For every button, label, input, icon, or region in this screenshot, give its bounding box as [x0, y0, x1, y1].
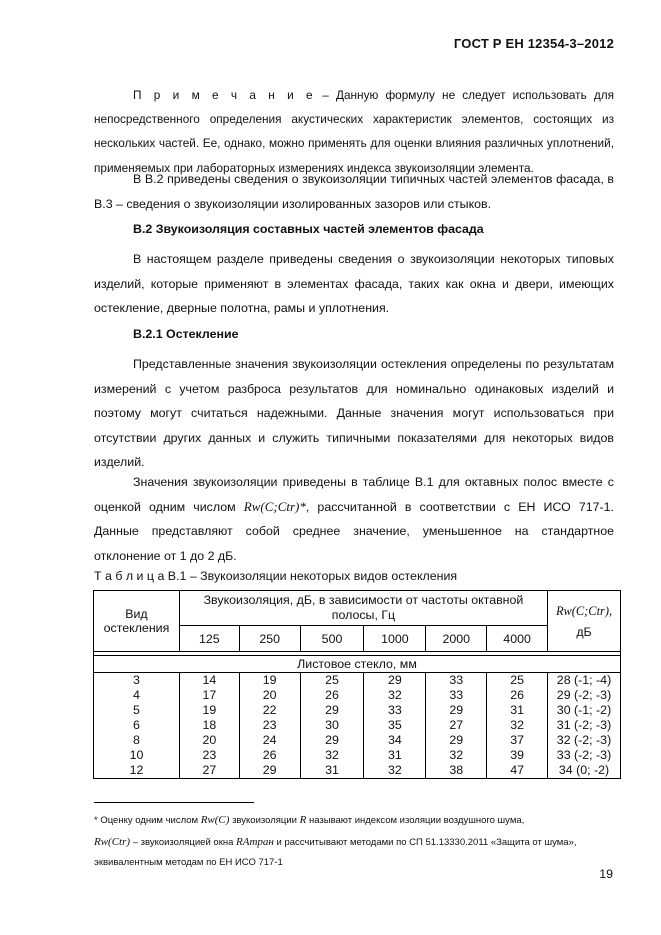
- cell-value: 47: [487, 763, 548, 779]
- cell-value: 38: [426, 763, 487, 779]
- footnote-divider: [94, 802, 254, 803]
- paragraph-table-before: Значения звукоизоляции приведены в таблице В.1 для октавных полос вместе с оценкой одним числом: [94, 475, 614, 514]
- footnote-formula-ratran: RАтран: [236, 836, 274, 848]
- footnote-formula-rwctr: Rw(Ctr): [94, 836, 131, 848]
- cell-value: 39: [487, 748, 548, 763]
- cell-value: 32: [487, 718, 548, 733]
- header-rating-unit: дБ: [576, 624, 592, 639]
- cell-value: 20: [179, 733, 239, 748]
- cell-value: 20: [239, 688, 300, 703]
- cell-value: 24: [239, 733, 300, 748]
- table-caption: Т а б л и ц а В.1 – Звукоизоляции некоторых видов остекления: [94, 569, 458, 583]
- glazing-table: [93, 590, 621, 779]
- freq-125: 125: [179, 626, 239, 652]
- header-rating: [548, 591, 621, 652]
- paragraph-intro: В настоящем разделе приведены сведения о звукоизоляции некоторых типовых изделий, которые применяют в элементах фасада, таких как окна и двери, имеющих остекление, дверные полотна, рамы и уплотнения.: [94, 252, 614, 315]
- cell-value: 17: [179, 688, 239, 703]
- cell-value: 14: [179, 673, 239, 689]
- footnote-formula-r: R: [299, 814, 307, 826]
- paragraph-table-after: , рассчитанной в соответствии с ЕН ИСО 717-1. Данные представляют собой среднее значение, уменьшенное на стандартное отклонение от 1 до 2 дБ.: [94, 499, 614, 563]
- cell-value: 26: [487, 688, 548, 703]
- footnote-text-a: * Оценку одним числом: [94, 815, 199, 826]
- cell-value: 37: [487, 733, 548, 748]
- cell-value: 34: [364, 733, 426, 748]
- cell-kind: 3: [94, 673, 180, 689]
- cell-value: 35: [364, 718, 426, 733]
- table-row: [94, 673, 621, 689]
- cell-value: 29: [300, 703, 364, 718]
- note-label: П р и м е ч а н и е: [133, 88, 316, 102]
- cell-value: 29: [300, 733, 364, 748]
- cell-value: 26: [300, 688, 364, 703]
- cell-kind: 10: [94, 748, 180, 763]
- cell-value: 29: [426, 703, 487, 718]
- cell-kind: 12: [94, 763, 180, 779]
- footnote-line-1: [94, 810, 621, 831]
- paragraph-table-ref: [94, 470, 614, 568]
- table-body: [94, 673, 621, 779]
- cell-value: 29: [239, 763, 300, 779]
- cell-value: 32: [426, 748, 487, 763]
- cell-kind: 6: [94, 718, 180, 733]
- cell-kind: 5: [94, 703, 180, 718]
- freq-1000: 1000: [364, 626, 426, 652]
- table-row: [94, 718, 621, 733]
- paragraph-b2-overview: В В.2 приведены сведения о звукоизоляции типичных частей элементов фасада, в В.3 – сведения о звукоизоляции изолированных зазоров или стыков.: [94, 172, 614, 211]
- cell-rating: 30 (-1; -2): [548, 703, 621, 718]
- cell-value: 32: [364, 688, 426, 703]
- section-heading-b21: В.2.1 Остекление: [133, 327, 239, 341]
- header-frequency-group: Звукоизоляция, дБ, в зависимости от частоты октавной полосы, Гц: [179, 591, 547, 626]
- cell-value: 27: [179, 763, 239, 779]
- cell-kind: 8: [94, 733, 180, 748]
- cell-value: 29: [426, 733, 487, 748]
- table-row: [94, 688, 621, 703]
- table-row: [94, 763, 621, 779]
- header-rating-formula: Rw(C;Ctr),: [555, 603, 613, 618]
- cell-value: 27: [426, 718, 487, 733]
- note-text: – Данную формулу не следует использовать для непосредственного определения акустических характеристик элементов, состоящих из нескольких частей. Ее, однако, можно применять для оценки влияния различных уплотнений, применяемых при лабораторных измерениях индекса звукоизоляции элемента.: [94, 88, 614, 175]
- header-kind: Вид остекления: [94, 591, 180, 652]
- cell-value: 33: [426, 688, 487, 703]
- freq-2000: 2000: [426, 626, 487, 652]
- cell-value: 30: [300, 718, 364, 733]
- cell-value: 19: [239, 673, 300, 689]
- cell-value: 23: [239, 718, 300, 733]
- cell-rating: 32 (-2; -3): [548, 733, 621, 748]
- cell-value: 31: [487, 703, 548, 718]
- footnote-text-b: звукоизоляции: [232, 815, 297, 826]
- note-paragraph: [94, 83, 614, 180]
- cell-value: 23: [179, 748, 239, 763]
- standard-header: ГОСТ Р ЕН 12354-3–2012: [453, 36, 614, 51]
- section-row-sheet-glass: Листовое стекло, мм: [94, 656, 621, 673]
- cell-value: 31: [300, 763, 364, 779]
- freq-500: 500: [300, 626, 364, 652]
- cell-value: 32: [364, 763, 426, 779]
- cell-value: 18: [179, 718, 239, 733]
- footnote-text-e: и рассчитывают методами по СП 51.13330.2011 «Защита от шума», эквивалентным методам по ЕН ИСО 717-1: [94, 837, 577, 868]
- footnote-text-d: – звукоизоляцией окна: [132, 837, 234, 848]
- table-row: [94, 733, 621, 748]
- cell-rating: 31 (-2; -3): [548, 718, 621, 733]
- cell-value: 33: [364, 703, 426, 718]
- page-number: 19: [599, 867, 613, 881]
- cell-value: 25: [300, 673, 364, 689]
- freq-250: 250: [239, 626, 300, 652]
- cell-value: 19: [179, 703, 239, 718]
- table-row: [94, 703, 621, 718]
- cell-value: 32: [300, 748, 364, 763]
- footnote-line-2: [94, 832, 621, 873]
- table-row: [94, 748, 621, 763]
- cell-value: 26: [239, 748, 300, 763]
- cell-rating: 33 (-2; -3): [548, 748, 621, 763]
- cell-rating: 29 (-2; -3): [548, 688, 621, 703]
- freq-4000: 4000: [487, 626, 548, 652]
- cell-value: 31: [364, 748, 426, 763]
- cell-value: 29: [364, 673, 426, 689]
- paragraph-values: Представленные значения звукоизоляции остекления определены по результатам измерений с учетом разброса результатов для номинально одинаковых изделий и поэтому могут считаться надежными. Данные значения могут использоваться при отсутствии других данных и служить типичными показателями для некоторых видов изделий.: [94, 357, 614, 469]
- cell-value: 22: [239, 703, 300, 718]
- cell-rating: 34 (0; -2): [548, 763, 621, 779]
- cell-kind: 4: [94, 688, 180, 703]
- footnote-text-c: называют индексом изоляции воздушного шума,: [308, 815, 525, 826]
- cell-value: 33: [426, 673, 487, 689]
- cell-value: 25: [487, 673, 548, 689]
- section-heading-b2: В.2 Звукоизоляция составных частей элементов фасада: [133, 222, 484, 236]
- cell-rating: 28 (-1; -4): [548, 673, 621, 689]
- rating-formula: Rw(C;Ctr)*: [243, 498, 306, 514]
- footnote-formula-rwc: Rw(C): [200, 814, 230, 826]
